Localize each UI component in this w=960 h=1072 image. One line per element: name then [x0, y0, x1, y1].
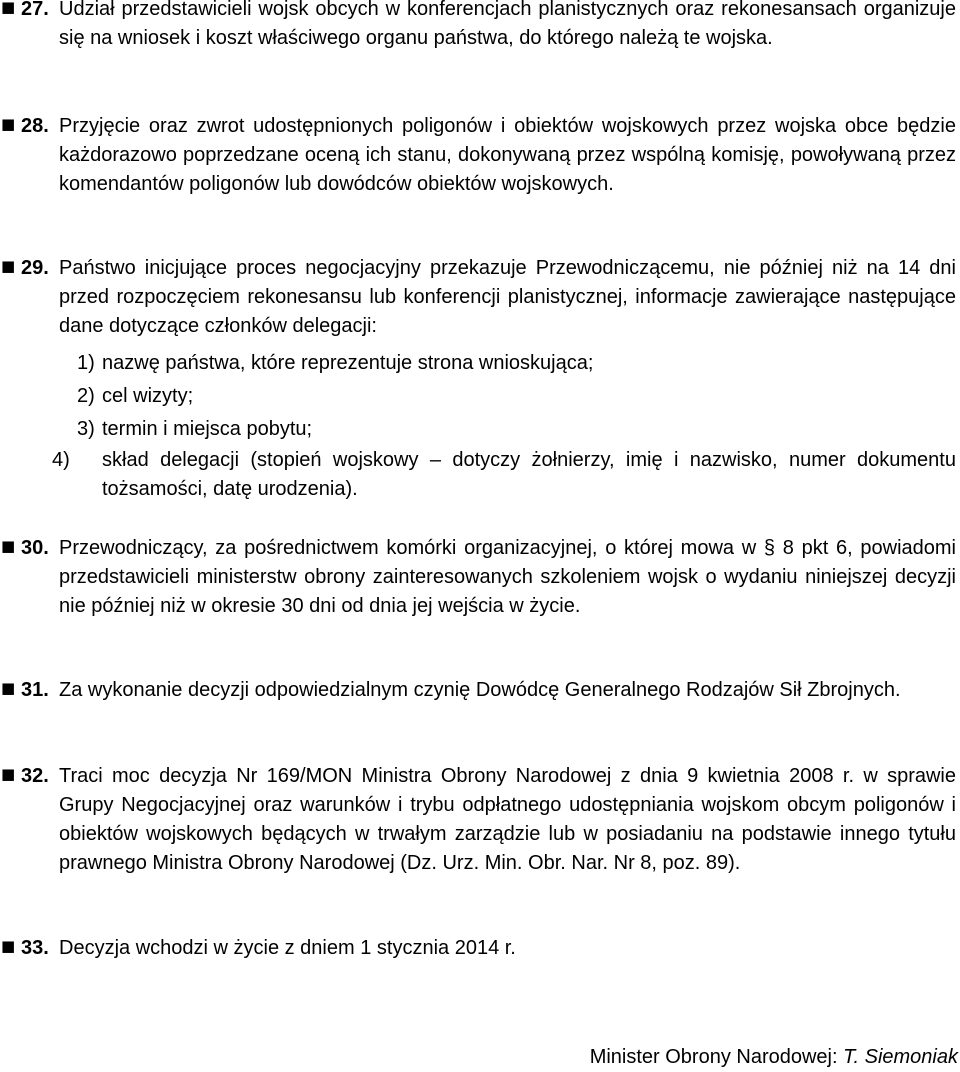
square-bullet-icon: ■: [1, 115, 16, 133]
paragraph-text: Traci moc decyzja Nr 169/MON Ministra Obrony Narodowej z dnia 9 kwietnia 2008 r. w sprawie Grupy Negocjacyjnej oraz warunków i trybu odpłatnego udostępniania wojskom obcym poligonów i obiektów wojskowych będących w trwałym zarządzie lub w posiadaniu na podstawie innego tytułu prawnego Ministra Obrony Narodowej (Dz. Urz. Min. Obr. Nar. Nr 8, poz. 89).: [59, 765, 956, 874]
paragraph-text: Państwo inicjujące proces negocjacyjny przekazuje Przewodniczącemu, nie później niż na 14 dni przed rozpoczęciem rekonesansu lub konferencji planistycznej, informacje zawierające następujące dane dotyczące członków delegacji:: [59, 257, 956, 337]
paragraph-number: 27.: [21, 0, 49, 20]
list-item-number: 2): [77, 385, 95, 407]
paragraph-text: Przewodniczący, za pośrednictwem komórki organizacyjnej, o której mowa w § 8 pkt 6, powiadomi przedstawicieli ministerstw obrony zainteresowanych szkoleniem wojsk o wydaniu niniejszej decyzji nie później niż w okresie 30 dni od dnia jej wejścia w życie.: [59, 537, 956, 617]
list-item-number: 3): [77, 418, 95, 440]
paragraph-text: Przyjęcie oraz zwrot udostępnionych poligonów i obiektów wojskowych przez wojska obce będzie każdorazowo poprzedzane oceną ich stanu, dokonywaną przez wspólną komisję, powoływaną przez komendantów poligonów lub dowódców obiektów wojskowych.: [59, 115, 956, 195]
paragraph-31: [0, 676, 960, 736]
paragraph-text: Za wykonanie decyzji odpowiedzialnym czynię Dowódcę Generalnego Rodzajów Sił Zbrojnych.: [59, 679, 901, 701]
paragraph-29: [0, 254, 960, 504]
square-bullet-icon: ■: [1, 937, 16, 955]
paragraph-number: 33.: [21, 937, 49, 959]
paragraph-text: Udział przedstawicieli wojsk obcych w konferencjach planistycznych oraz rekonesansach organizuje się na wniosek i koszt właściwego organu państwa, do którego należą te wojska.: [59, 0, 956, 49]
list-item-number: 1): [77, 352, 95, 374]
paragraph-33: [0, 934, 960, 964]
list-item-number: 4): [52, 449, 70, 471]
list-item: [77, 415, 956, 444]
signature-name: T. Siemoniak: [843, 1046, 958, 1068]
list-item: [77, 349, 956, 378]
list-item: [52, 446, 956, 504]
list-item-text: cel wizyty;: [102, 385, 194, 407]
square-bullet-icon: ■: [1, 679, 16, 697]
paragraph-28: [0, 112, 960, 230]
paragraph-32: [0, 762, 960, 912]
square-bullet-icon: ■: [1, 0, 16, 16]
paragraph-30: [0, 534, 960, 652]
square-bullet-icon: ■: [1, 765, 16, 783]
signature-label: Minister Obrony Narodowej:: [589, 1046, 844, 1068]
list-item: [77, 382, 956, 411]
signature-line: [590, 1043, 958, 1072]
square-bullet-icon: ■: [1, 257, 16, 275]
paragraph-27: [0, 0, 960, 85]
list-item-text: skład delegacji (stopień wojskowy – dotyczy żołnierzy, imię i nazwisko, numer dokumentu tożsamości, datę urodzenia).: [102, 449, 956, 500]
paragraph-number: 32.: [21, 765, 49, 787]
list-item-text: nazwę państwa, które reprezentuje strona wnioskująca;: [102, 352, 594, 374]
paragraph-number: 31.: [21, 679, 49, 701]
paragraph-number: 29.: [21, 257, 49, 279]
square-bullet-icon: ■: [1, 537, 16, 555]
list-item-text: termin i miejsca pobytu;: [102, 418, 313, 440]
paragraph-number: 28.: [21, 115, 49, 137]
paragraph-number: 30.: [21, 537, 49, 559]
paragraph-text: Decyzja wchodzi w życie z dniem 1 stycznia 2014 r.: [59, 937, 516, 959]
